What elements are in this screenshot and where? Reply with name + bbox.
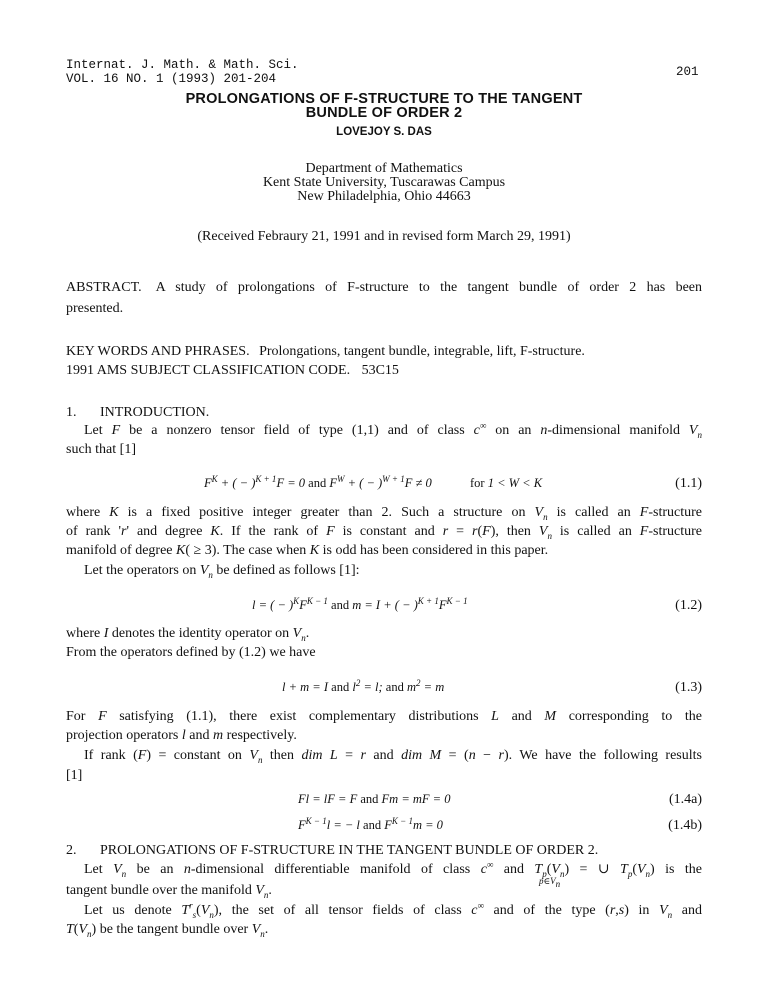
section-2-line-4: $T(V_n)$ be the tangent bundle over $V_n$. [66,922,269,939]
journal-line-1: Internat. J. Math. & Math. Sci. [66,58,299,72]
section-2-title: PROLONGATIONS OF F-STRUCTURE IN THE TANGENT BUNDLE OF ORDER 2. [100,843,599,858]
keywords-text: Prolongations, tangent bundle, integrable, lift, F-structure. [259,344,585,359]
equation-number-1-4a: (1.4a) [668,792,702,807]
equation-1-4b: $F^{K - 1}l$ = − l and $F^{K - 1}m = 0$ [298,815,443,832]
intro-paragraph-2-line-2: of rank 'r' and degree K. If the rank of F is constant and r = r(F), then $V_n$ is called an F-structure [66,524,703,541]
equation-number-1-2: (1.2) [675,598,702,613]
citation-1: [1] [119,442,136,457]
received-date: (Received Febraury 21, 1991 and in revised form March 29, 1991) [197,229,571,244]
abstract-text-line-2: presented. [66,301,124,316]
section-2-line-1: Let $V_n$ be an n-dimensional differentiable manifold of class c∞ and $T_p(V_n)$ = ∪ $T_p(V_n)$ is the [84,859,703,879]
section-2-number: 2. [66,843,77,858]
intro-paragraph-2-line-1: where K is a fixed positive integer greater than 2. Such a structure on $V_n$ is called an F-structure [66,505,702,522]
equation-1-1: $F^K$ + ( − )$^{K + 1}$F = 0 and $F^W$ + ( − )$^{W + 1}$F ≠ 0 [204,473,432,490]
section-2-heading [66,843,598,859]
affiliation-line-2: Kent State University, Tuscarawas Campus [262,175,506,190]
operators-note: From the operators defined by (1.2) we have [66,645,316,660]
section-1-heading [66,405,209,421]
ams-label: 1991 AMS SUBJECT CLASSIFICATION CODE. [66,363,351,378]
equation-1-3: l + m = I and $l^2 = l$; and $m^2 = m$ [282,677,445,694]
equation-1-1-condition: for 1 < W < K [470,476,543,490]
union-subscript: $p\in V_n$ [539,876,561,889]
intro-paragraph-1: Let F be a nonzero tensor field of type (1,1) and of class c∞ on an n-dimensional manifold $V_n$ [84,420,702,440]
identity-note: where I denotes the identity operator on $V_n$. [66,626,310,643]
equation-number-1-4b: (1.4b) [668,818,702,833]
equation-number-1-3: (1.3) [675,680,702,695]
intro-paragraph-1b: such that [1] [66,442,136,457]
page-number: 201 [676,65,699,79]
rank-line-1: If rank (F) = constant on $V_n$ then dim L = r and dim M = (n − r). We have the following results [84,748,702,765]
section-1-title: INTRODUCTION. [100,405,210,420]
abstract-text-line-1: A study of prolongations of F-structure to the tangent bundle of order 2 has been [155,280,702,295]
journal-line-2: VOL. 16 NO. 1 (1993) 201-204 [66,72,277,86]
equation-1-2: l = ( − )$^KF^{K - 1}$ and m = I + ( − )$^{K + 1}F^{K - 1}$ [252,595,468,612]
abstract [66,280,702,316]
section-1-number: 1. [66,405,77,420]
affiliation-line-3: New Philadelphia, Ohio 44663 [297,189,471,204]
keywords [66,344,585,359]
title-line-2: BUNDLE OF ORDER 2 [305,105,463,121]
section-2-line-2: tangent bundle over the manifold $V_n$. [66,883,272,900]
affiliation-line-1: Department of Mathematics [305,161,463,176]
distributions-line-1: For F satisfying (1.1), there exist complementary distributions L and M corresponding to the [66,709,702,724]
section-2-line-3: Let us denote $T^r_s(V_n)$, the set of all tensor fields of class c∞ and of the type (r,s) in $V_n$ and [84,900,702,920]
abstract-label: ABSTRACT. [66,280,142,295]
title-line-1: PROLONGATIONS OF F-STRUCTURE TO THE TANGENT [185,91,583,107]
equation-1-4a: Fl = lF = F and Fm = mF = 0 [298,792,451,806]
intro-paragraph-2-line-3: manifold of degree K( ≥ 3). The case when K is odd has been considered in this paper. [66,543,549,558]
keywords-label: KEY WORDS AND PHRASES. [66,344,250,359]
distributions-line-2: projection operators l and m respectively. [66,728,297,743]
equation-number-1-1: (1.1) [675,476,702,491]
ams-classification [66,363,399,378]
ams-code: 53C15 [361,363,399,378]
author: LOVEJOY S. DAS [336,126,432,138]
intro-paragraph-3: Let the operators on $V_n$ be defined as follows [1]: [84,563,360,580]
rank-line-2: [1] [66,768,83,783]
